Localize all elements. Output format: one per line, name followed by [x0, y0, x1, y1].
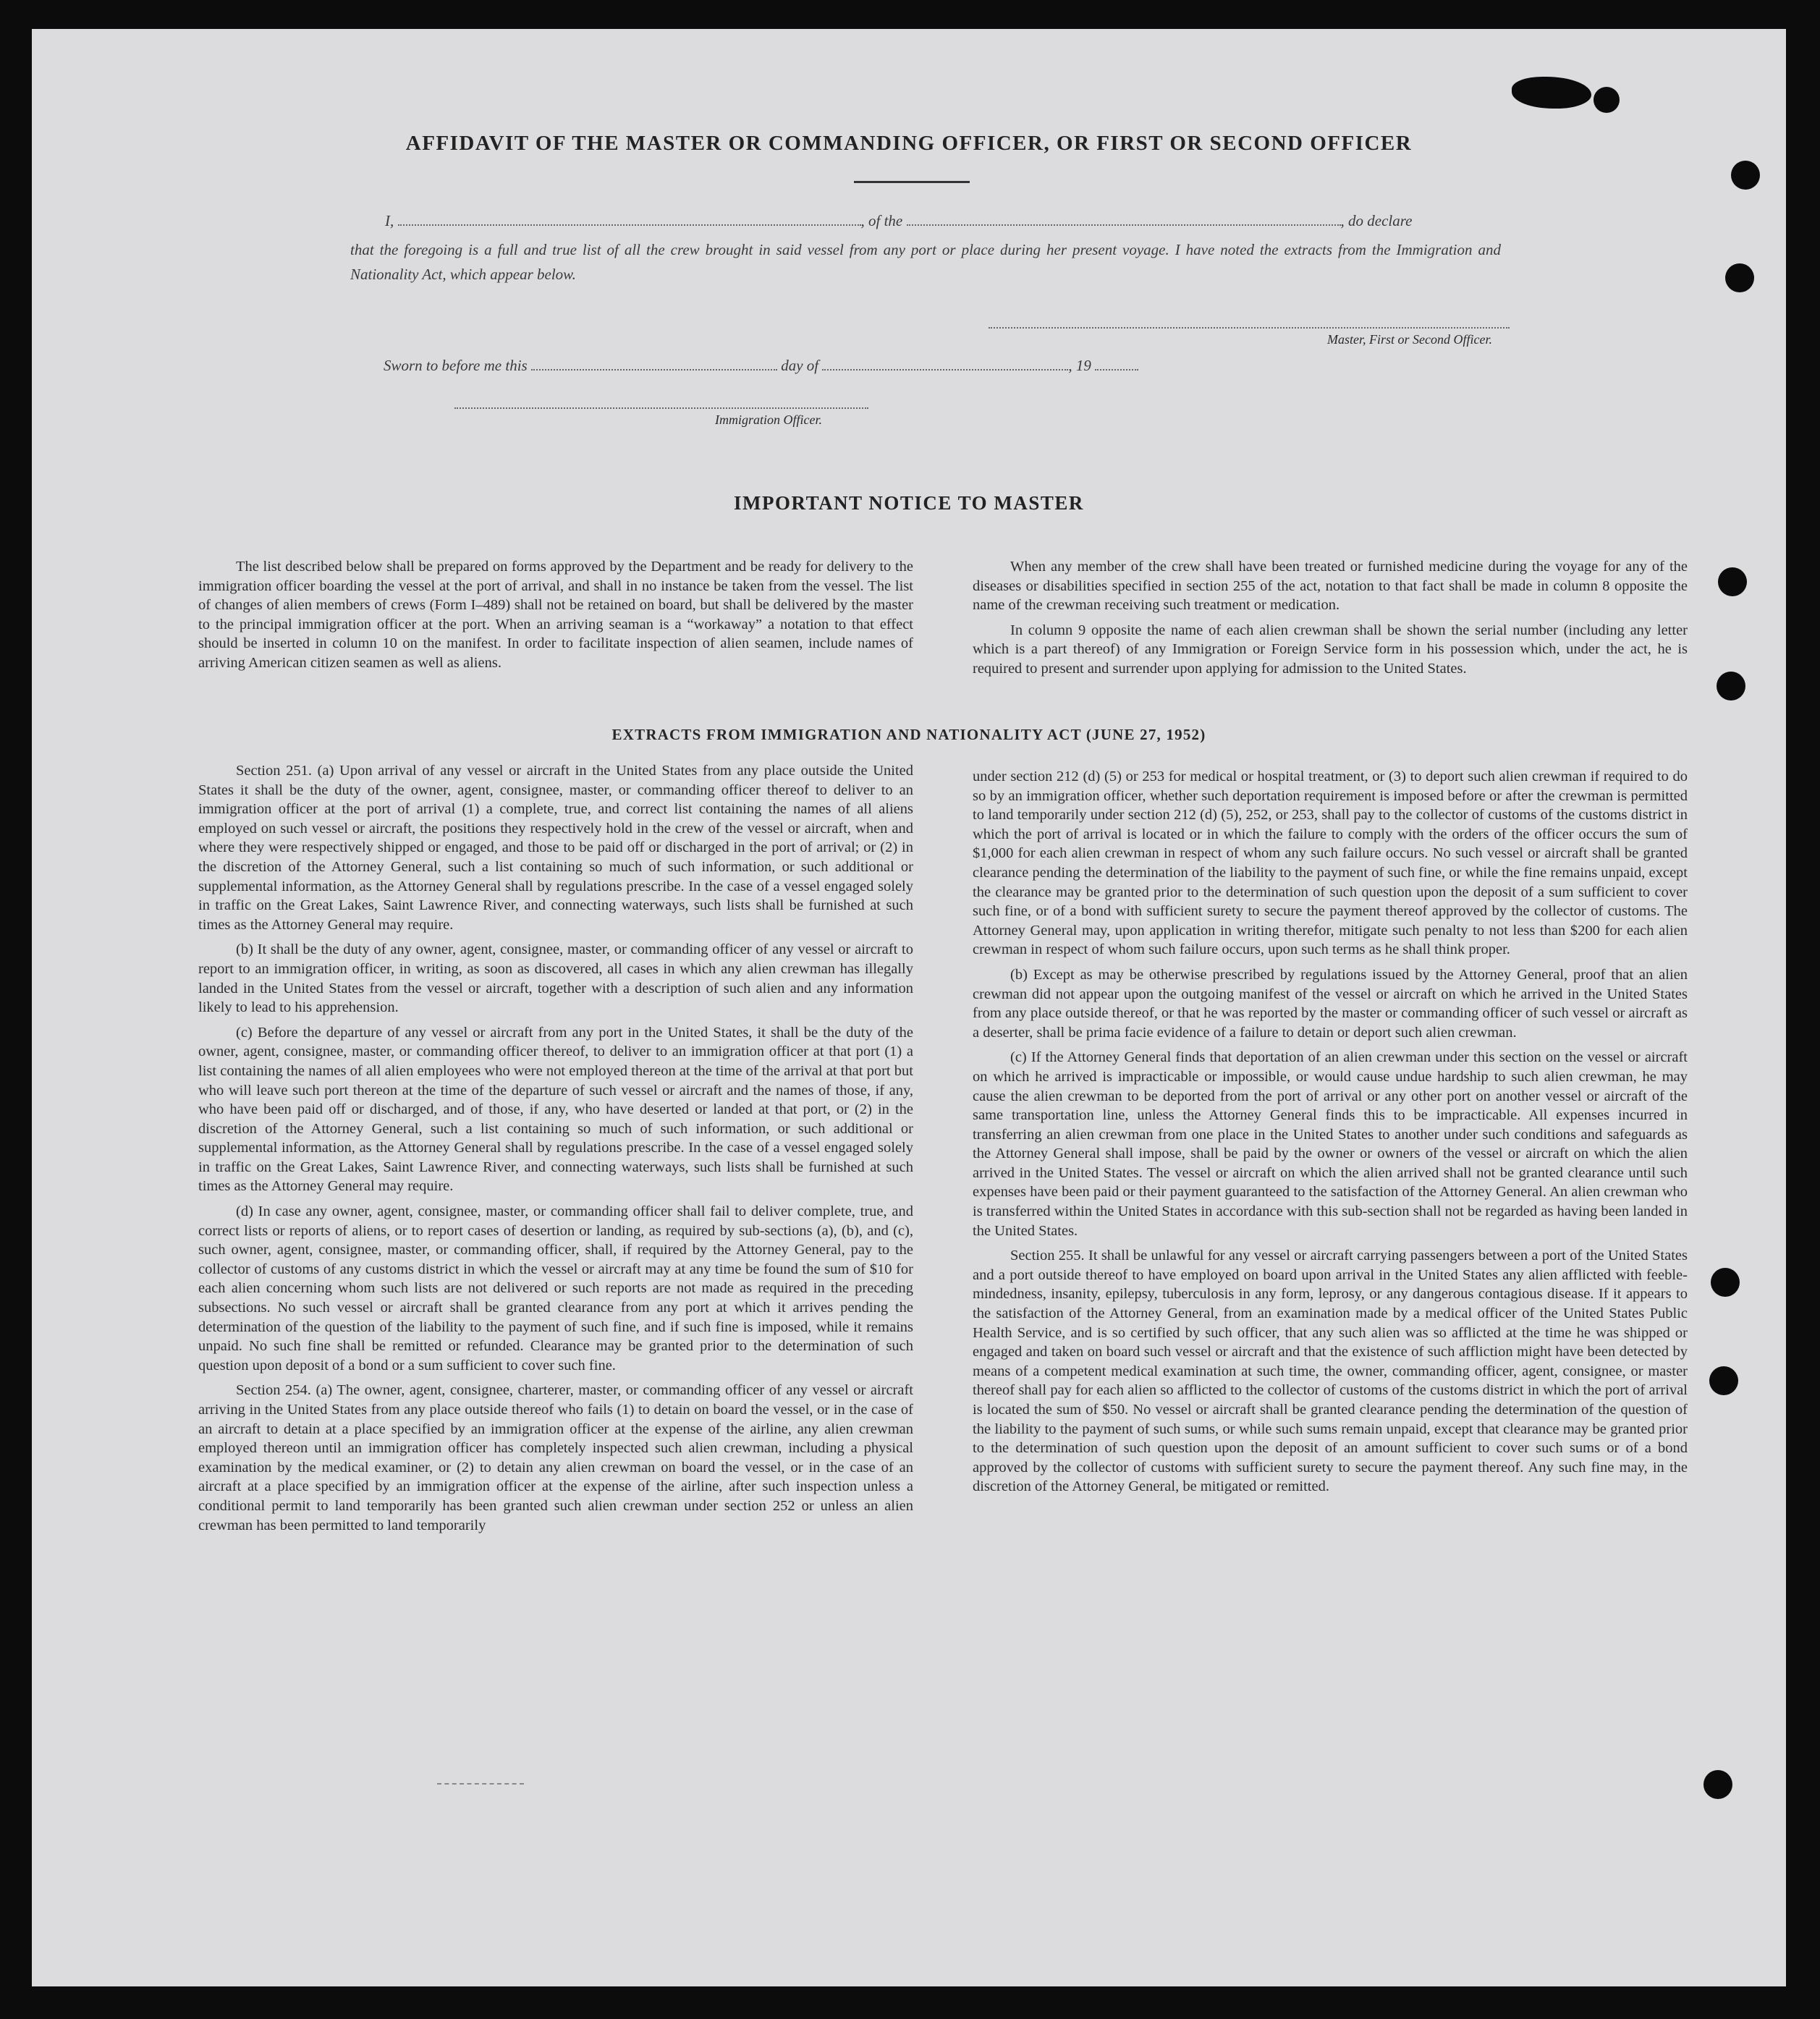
- sworn-day-field[interactable]: [531, 359, 777, 371]
- master-signature-line[interactable]: [989, 327, 1510, 330]
- notice-left-column: [198, 557, 913, 673]
- master-signature-block: [989, 327, 1510, 347]
- extract-paragraph: Section 255. It shall be unlawful for any vessel or aircraft carrying passengers between a port of the United States and a port outside thereof to have employed on board upon arrival in the United States any alien afflicted with feeble-mindedness, insanity, epilepsy, tuberculosis in any form, leprosy, or any dangerous contagious disease. If it appears to the satisfaction of the Attorney General, from an examination made by a medical officer of the United States Public Health Service, and is so certified by such officer, that any such alien was so afflicted at the time he was shipped or engaged and taken on board such vessel or aircraft and that the existence of such affliction might have been detected by means of a competent medical examination at such time, the owner, commanding officer, agent, consignee, or master thereof shall pay for each alien so afflicted to the collector of customs of the customs district in which the port of arrival is located the sum of $50. No vessel or aircraft shall be granted clearance pending the determination of the question of the liability to the payment of such sums, or while such sums remain unpaid, except that clearance may be granted prior to the determination of such question upon the deposit of an amount sufficient to cover such sums or of a bond approved by the collector of customs with sufficient surety to secure the payment thereof. Any such fine may, in the discretion of the Attorney General, be mitigated or remitted.: [973, 1248, 1688, 1495]
- document-page: [32, 29, 1786, 1986]
- declare-do-declare: , do declare: [1340, 212, 1413, 229]
- name-field[interactable]: [398, 214, 861, 226]
- sworn-day-of: day of: [781, 357, 819, 374]
- immigration-signature-block: [454, 407, 868, 428]
- affidavit-title: AFFIDAVIT OF THE MASTER OR COMMANDING OFFICER, OR FIRST OR SECOND OFFICER: [405, 132, 1413, 155]
- immigration-signature-line[interactable]: [454, 407, 868, 410]
- title-rule: [854, 181, 970, 183]
- vessel-field[interactable]: [907, 214, 1341, 226]
- extract-paragraph: (c) If the Attorney General finds that deportation of an alien crewman under this section on the vessel or aircraft on which he arrived is impracticable or impossible, or would cause undue hardship to such alien crewman, he may cause the alien crewman to be deported from the port of arrival or any other port on another vessel or aircraft of the same transportation line, unless the Attorney General finds this to be impracticable. All expenses incurred in transferring an alien crewman from one place in the United States to another under such conditions and safeguards as the Attorney General shall impose, shall be paid by the owner or owners of the vessel or aircraft on which the alien arrived in the United States. The vessel or aircraft on which the alien arrived shall not be granted clearance until such expenses have been paid or their payment guaranteed to the satisfaction of the Attorney General. An alien crewman who is transferred within the United States in accordance with this sub-section shall not be regarded as having been landed in the United States.: [973, 1049, 1688, 1239]
- extracts-title: EXTRACTS FROM IMMIGRATION AND NATIONALITY ACT (JUNE 27, 1952): [611, 726, 1206, 743]
- punch-hole: [1725, 263, 1754, 292]
- extract-paragraph: under section 212 (d) (5) or 253 for medical or hospital treatment, or (3) to deport such alien crewman if required to do so by an immigration officer, whether such deportation requirement is imposed before or after the crewman is permitted to land temporarily under section 212 (d) (5), 252, or 253, shall pay to the collector of customs of the customs district in which the port of arrival is located or in which the failure to comply with the orders of the officer occurs the sum of $1,000 for each alien crewman in respect of whom any such failure occurs. No such vessel or aircraft shall be granted clearance pending the determination of the liability to the payment of such fine, or while the fine remains unpaid, except the clearance may be granted prior to the determination of such question upon the deposit of a sum sufficient to cover such fine, or of a bond with sufficient surety to secure the payment thereof approved by the collector of customs. The Attorney General may, upon application in writing therefor, mitigate such penalty to not less than $200 for each alien crewman in respect of whom such failure occurs, upon such terms as he shall think proper.: [973, 769, 1688, 958]
- notice-paragraph: The list described below shall be prepared on forms approved by the Department and be ready for delivery to the immigration officer boarding the vessel at the port of arrival, and shall in no instance be taken from the vessel. The list of changes of alien members of crews (Form I–489) shall not be retained on board, but shall be delivered by the master to the principal immigration officer at the port. When an arriving seaman is a “workaway” a notation to that effect should be inserted in column 10 on the manifest. In order to facilitate inspection of alien seamen, include names of arriving American citizen seamen as well as aliens.: [198, 559, 913, 671]
- extracts-left-column: [198, 761, 913, 1535]
- sworn-prefix: Sworn to before me this: [384, 357, 528, 374]
- declare-of-the: , of the: [860, 212, 903, 229]
- sworn-year-field[interactable]: [1095, 359, 1138, 371]
- extracts-right-column: [973, 767, 1688, 1497]
- notice-paragraph: In column 9 opposite the name of each alien crewman shall be shown the serial number (including any letter which is a part thereof) of any Immigration or Foreign Service form in his possession which, under the act, he is required to present and surrender upon applying for admission to the United States.: [973, 622, 1688, 677]
- sworn-month-field[interactable]: [822, 359, 1068, 371]
- declaration-line: [385, 212, 1499, 230]
- notice-right-column: [973, 557, 1688, 679]
- punch-hole: [1711, 1268, 1740, 1297]
- punch-hole: [1703, 1770, 1732, 1799]
- extract-paragraph: Section 251. (a) Upon arrival of any vessel or aircraft in the United States from any place outside the United States it shall be the duty of the owner, agent, consignee, master, or commanding officer thereof to deliver to an immigration officer at the port of arrival (1) a complete, true, and correct list containing the names of all aliens employed on such vessel or aircraft, the positions they respectively hold in the crew of the vessel or aircraft, when and where they were respectively shipped or engaged, and those to be paid off or discharged in the port of arrival; or (2) in the discretion of the Attorney General, such a list containing so much of such information, or such additional or supplemental information, as the Attorney General shall by regulations prescribe. In the case of a vessel engaged solely in traffic on the Great Lakes, Saint Lawrence River, and connecting waterways, such lists shall be furnished at such times as the Attorney General may require.: [198, 763, 913, 933]
- extract-paragraph: (b) It shall be the duty of any owner, agent, consignee, master, or commanding officer of any vessel or aircraft to report to an immigration officer, in writing, as soon as discovered, all cases in which any alien crewman has illegally landed in the United States from the vessel or aircraft, together with a description of such alien and any information likely to lead to his apprehension.: [198, 941, 913, 1016]
- punch-hole: [1718, 567, 1747, 596]
- extract-paragraph: (b) Except as may be otherwise prescribed by regulations issued by the Attorney General, proof that an alien crewman did not appear upon the outgoing manifest of the vessel or aircraft on which he arrived in the United States from any place outside thereof, or that he was reported by the master or commanding officer of such vessel or aircraft as a deserter, shall be prima facie evidence of a failure to detain or deport such alien crewman.: [973, 966, 1688, 1041]
- punch-hole: [1731, 161, 1760, 190]
- sworn-year: , 19: [1068, 357, 1091, 374]
- declaration-body: that the foregoing is a full and true list of all the crew brought in said vessel from any port or place during her present voyage. I have noted the extracts from the Immigration and Nationality Act, which appear below.: [350, 241, 1501, 283]
- sworn-line: [384, 357, 1138, 375]
- extract-paragraph: Section 254. (a) The owner, agent, consignee, charterer, master, or commanding officer of any vessel or aircraft arriving in the United States from any place outside thereof who fails (1) to detain on board the vessel, or in the case of an aircraft to detain at a place specified by an immigration officer at the expense of the airline, any alien crewman employed thereon until an immigration officer has completely inspected such alien crewman, including a physical examination by the medical examiner, or (2) to detain any alien crewman on board the vessel, or in the case of an aircraft at a place specified by an immigration officer at the expense of the airline, after such inspection unless a conditional permit to land temporarily has been granted such alien crewman under section 252 or unless an alien crewman has been permitted to land temporarily: [198, 1382, 913, 1533]
- punch-hole: [1709, 1366, 1738, 1395]
- punch-hole: [1717, 672, 1745, 700]
- declare-i: I,: [385, 212, 394, 229]
- extract-paragraph: (c) Before the departure of any vessel or aircraft from any port in the United States, it shall be the duty of the owner, agent, consignee, master, or commanding officer thereof, to deliver to an immigration officer at that port (1) a list containing the names of all alien employees who were not employed thereon at the time of the arrival at that port but who will leave such port thereon at the time of the departure of such vessel or aircraft and the names of those, if any, who have been paid off or discharged, and of those, if any, who have deserted or landed at that port, or (2) in the discretion of the Attorney General, such a list containing so much of such information, or such additional or supplemental information, as the Attorney General shall by regulations prescribe. In the case of a vessel engaged solely in traffic on the Great Lakes, Saint Lawrence River, and connecting waterways, such lists shall be furnished at such times as the Attorney General may require.: [198, 1024, 913, 1195]
- extract-paragraph: (d) In case any owner, agent, consignee, master, or commanding officer shall fail to deliver complete, true, and correct lists or reports of aliens, or to report cases of desertion or landing, as required by sub-sections (a), (b), and (c), such owner, agent, consignee, master, or commanding officer, shall, if required by the Attorney General, pay to the collector of customs of any customs district in which the vessel or aircraft may at any time be found the sum of $10 for each alien concerning whom such lists are not delivered or such reports are not made as required in the preceding subsections. No such vessel or aircraft shall be granted clearance from any port at which it arrives pending the determination of the question of the liability to the payment of such fine, and if such fine is imposed, while it remains unpaid. No such fine shall be remitted or refunded. Clearance may be granted prior to the determination of such question upon deposit of a bond or a sum sufficient to cover such fine.: [198, 1203, 913, 1373]
- immigration-caption: Immigration Officer.: [715, 412, 822, 427]
- master-caption: Master, First or Second Officer.: [1327, 332, 1492, 347]
- faint-stamp-mark: [437, 1783, 524, 1785]
- notice-title: IMPORTANT NOTICE TO MASTER: [734, 492, 1084, 514]
- ink-blot: [1593, 87, 1620, 113]
- notice-paragraph: When any member of the crew shall have been treated or furnished medicine during the voyage for any of the diseases or disabilities specified in section 255 of the act, notation to that fact shall be made in column 8 opposite the name of the crewman receiving such treatment or medication.: [973, 559, 1688, 614]
- ink-blot: [1512, 77, 1591, 109]
